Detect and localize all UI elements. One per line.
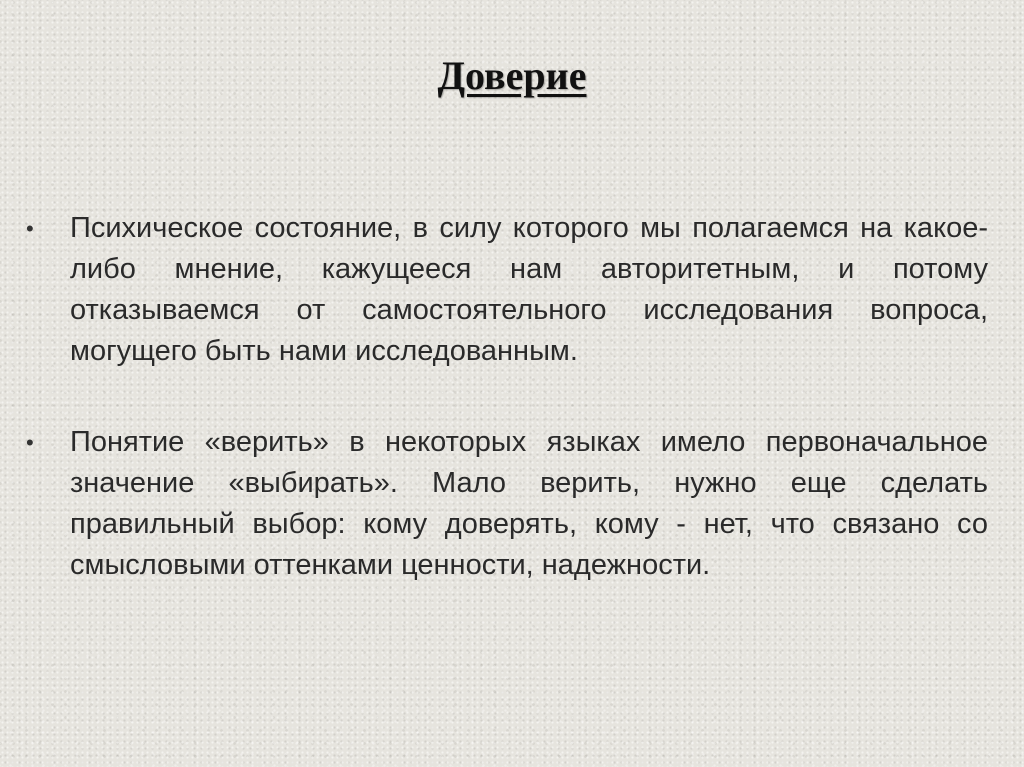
slide-title: Доверие bbox=[437, 53, 587, 98]
bullet-text-etymology: Понятие «верить» в некоторых языках имело первоначальное значение «выбирать». Мало верить, нужно еще сделать правильный выбор: кому доверять, кому - нет, что связано со смысловыми оттенками ценности, надежности. bbox=[70, 426, 988, 581]
bullet-icon: • bbox=[26, 430, 34, 455]
bullet-text-definition: Психическое состояние, в силу которого мы полагаемся на какое-либо мнение, кажущееся нам авторитетным, и потому отказываемся от самостоятельного исследования вопроса, могущего быть нами исследованным. bbox=[70, 212, 988, 367]
bullet-item bbox=[26, 422, 988, 586]
bullet-icon: • bbox=[26, 216, 34, 241]
bullet-item bbox=[26, 208, 988, 372]
bullet-list bbox=[26, 208, 988, 586]
